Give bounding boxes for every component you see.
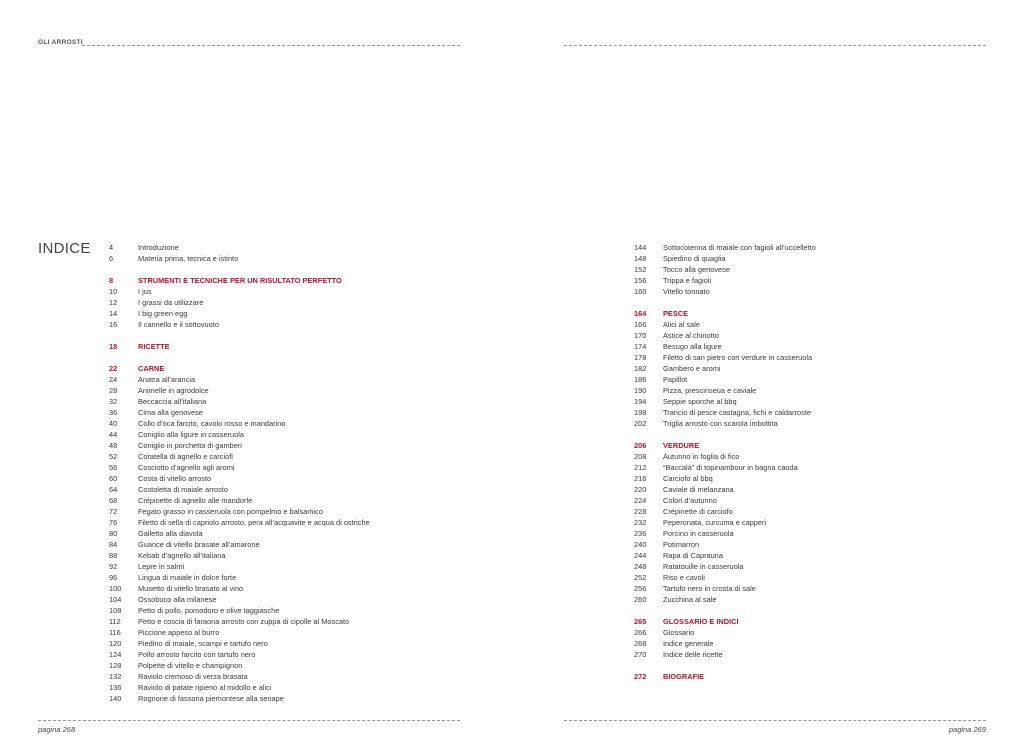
index-entry-title: Guance di vitello brasate all’amarone: [138, 540, 260, 549]
index-section-heading: [109, 341, 449, 352]
index-page-number: 140: [109, 694, 122, 703]
index-entry: [109, 374, 449, 385]
index-page-number: 24: [109, 375, 118, 384]
index-entry: [109, 583, 449, 594]
index-page-number: 160: [634, 287, 647, 296]
index-entry: [634, 363, 974, 374]
index-entry: [634, 385, 974, 396]
spacer: [109, 264, 449, 275]
index-page-number: 76: [109, 518, 118, 527]
index-entry: [634, 506, 974, 517]
index-page-number: 206: [634, 441, 647, 450]
index-column-left: [109, 242, 449, 704]
index-entry-title: Ossobuco alla milanese: [138, 595, 217, 604]
index-entry-title: Materia prima, tecnica e istinto: [138, 254, 239, 263]
index-page-number: 22: [109, 364, 118, 373]
index-entry: [634, 451, 974, 462]
index-section-heading: [634, 616, 974, 627]
index-page-number: 266: [634, 628, 647, 637]
index-page-number: 124: [109, 650, 122, 659]
index-entry-title: Indice generale: [663, 639, 714, 648]
index-entry-title: Autunno in foglia di fico: [663, 452, 740, 461]
index-entry: [109, 462, 449, 473]
index-page-number: 244: [634, 551, 647, 560]
header-rule-right: [564, 45, 986, 46]
index-entry-title: Costoletta di maiale arrosto: [138, 485, 228, 494]
index-page-number: 60: [109, 474, 118, 483]
index-page-number: 64: [109, 485, 118, 494]
index-page-number: 48: [109, 441, 118, 450]
index-page-number: 148: [634, 254, 647, 263]
index-entry: [109, 253, 449, 264]
index-entry-title: Raviolo cremoso di verza brasata: [138, 672, 248, 681]
index-page-number: 18: [109, 342, 118, 351]
index-entry: [634, 539, 974, 550]
index-entry: [109, 594, 449, 605]
index-page-number: 164: [634, 309, 647, 318]
index-entry: [109, 506, 449, 517]
index-entry-title: Fegato grasso in casseruola con pompelmo e balsamico: [138, 507, 323, 516]
index-entry-title: STRUMENTI E TECNICHE PER UN RISULTATO PERFETTO: [138, 276, 342, 285]
index-page-number: 10: [109, 287, 118, 296]
index-entry: [109, 572, 449, 583]
index-entry-title: I grassi da utilizzare: [138, 298, 204, 307]
index-entry-title: Collo d’oca farcito, cavolo rosso e mandarino: [138, 419, 286, 428]
index-page-number: 194: [634, 397, 647, 406]
index-entry: [109, 682, 449, 693]
index-page-number: 228: [634, 507, 647, 516]
index-page-number: 88: [109, 551, 118, 560]
footer-rule-left: [38, 720, 460, 721]
spacer: [634, 660, 974, 671]
index-entry: [634, 319, 974, 330]
index-entry-title: Introduzione: [138, 243, 179, 252]
index-entry-title: Pollo arrosto farcito con tartufo nero: [138, 650, 256, 659]
index-entry: [109, 451, 449, 462]
index-entry-title: Galletto alla diavola: [138, 529, 203, 538]
index-entry: [634, 407, 974, 418]
index-page-number: 260: [634, 595, 647, 604]
index-page-number: 104: [109, 595, 122, 604]
index-page-number: 52: [109, 452, 118, 461]
index-entry: [109, 550, 449, 561]
index-page-number: 68: [109, 496, 118, 505]
index-entry: [109, 539, 449, 550]
index-page-number: 108: [109, 606, 122, 615]
index-page-number: 182: [634, 364, 647, 373]
index-entry: [634, 330, 974, 341]
index-entry-title: Trippa e fagioli: [663, 276, 712, 285]
index-page-number: 270: [634, 650, 647, 659]
index-page-number: 265: [634, 617, 647, 626]
index-page-number: 240: [634, 540, 647, 549]
index-entry-title: Filetto di sella di capriolo arrosto, pera all’acquavite e acqua di ostriche: [138, 518, 370, 527]
index-page-number: 40: [109, 419, 118, 428]
index-entry: [634, 264, 974, 275]
index-entry: [634, 253, 974, 264]
index-page-number: 256: [634, 584, 647, 593]
page-number-left: pagina 268: [38, 725, 76, 734]
index-page-number: 12: [109, 298, 118, 307]
index-entry-title: Astice al chinotto: [663, 331, 719, 340]
index-page-number: 72: [109, 507, 118, 516]
index-page-number: 232: [634, 518, 647, 527]
index-entry: [634, 649, 974, 660]
index-page-number: 174: [634, 342, 647, 351]
index-entry: [109, 242, 449, 253]
index-section-heading: [634, 671, 974, 682]
index-entry-title: I big green egg: [138, 309, 188, 318]
index-entry-title: Rognone di fassona piemontese alla senape: [138, 694, 284, 703]
index-entry: [634, 396, 974, 407]
index-entry: [109, 528, 449, 539]
index-entry: [634, 473, 974, 484]
index-entry: [109, 429, 449, 440]
index-entry: [634, 341, 974, 352]
index-page-number: 36: [109, 408, 118, 417]
index-page-number: 208: [634, 452, 647, 461]
index-entry: [109, 627, 449, 638]
index-entry: [634, 583, 974, 594]
index-entry: [634, 374, 974, 385]
header-rule-left: [82, 45, 460, 46]
index-entry: [109, 671, 449, 682]
index-entry-title: “Baccalà” di topinambour in bagna caoda: [663, 463, 798, 472]
index-entry-title: Seppie sporche al bbq: [663, 397, 737, 406]
index-page-number: 8: [109, 276, 114, 285]
index-entry: [109, 495, 449, 506]
index-page-number: 80: [109, 529, 118, 538]
index-page-number: 202: [634, 419, 647, 428]
index-page-number: 136: [109, 683, 122, 692]
index-entry-title: Polpette di vitello e champignon: [138, 661, 243, 670]
index-page-number: 170: [634, 331, 647, 340]
index-entry-title: Papillot: [663, 375, 688, 384]
index-entry-title: Tocco alla genovese: [663, 265, 730, 274]
index-page-number: 28: [109, 386, 118, 395]
index-entry-title: Besugo alla ligure: [663, 342, 722, 351]
index-entry-title: Caviale di melanzana: [663, 485, 734, 494]
index-entry-title: Coratella di agnello e carciofi: [138, 452, 233, 461]
index-entry-title: Sottocotenna di maiale con fagioli all’uccelletto: [663, 243, 816, 252]
running-head: GLI ARROSTI: [38, 39, 83, 46]
index-page-number: 224: [634, 496, 647, 505]
index-entry-title: Costa di vitello arrosto: [138, 474, 212, 483]
index-entry: [109, 484, 449, 495]
index-entry-title: Trancio di pesce castagna, fichi e caldarroste: [663, 408, 812, 417]
index-entry-title: Lingua di maiale in dolce forte: [138, 573, 237, 582]
index-entry: [109, 385, 449, 396]
index-entry: [109, 660, 449, 671]
index-entry: [634, 594, 974, 605]
index-page-number: 116: [109, 628, 121, 637]
index-page-number: 144: [634, 243, 647, 252]
index-entry-title: Anatra all’arancia: [138, 375, 196, 384]
index-page-number: 6: [109, 254, 114, 263]
index-entry: [109, 616, 449, 627]
index-page-number: 44: [109, 430, 118, 439]
index-entry: [109, 561, 449, 572]
index-entry: [634, 495, 974, 506]
index-entry-title: Spiedino di quaglia: [663, 254, 726, 263]
index-entry: [109, 418, 449, 429]
index-entry-title: Kebab d’agnello all’italiana: [138, 551, 226, 560]
index-page-number: 132: [109, 672, 122, 681]
index-page-number: 16: [109, 320, 118, 329]
index-entry-title: Crépinette di agnello alle mandorle: [138, 496, 253, 505]
index-entry: [109, 693, 449, 704]
index-entry-title: Rapa di Caprauna: [663, 551, 723, 560]
index-entry-title: PESCE: [663, 309, 689, 318]
index-entry: [634, 286, 974, 297]
spacer: [634, 297, 974, 308]
index-entry: [634, 462, 974, 473]
index-entry-title: Cosciotto d’agnello agli aromi: [138, 463, 235, 472]
index-entry: [109, 319, 449, 330]
index-section-heading: [109, 275, 449, 286]
index-page-number: 252: [634, 573, 647, 582]
index-entry: [109, 440, 449, 451]
index-entry-title: Filetto di san pietro con verdure in casseruola: [663, 353, 813, 362]
index-entry-title: Potimarron: [663, 540, 700, 549]
index-page-number: 156: [634, 276, 647, 285]
index-page-number: 166: [634, 320, 647, 329]
index-entry-title: Piccione appeso al burro: [138, 628, 220, 637]
index-entry: [634, 528, 974, 539]
index-entry-title: Peperonata, curcuma e capperi: [663, 518, 767, 527]
index-entry-title: Zucchina al sale: [663, 595, 717, 604]
index-page-number: 4: [109, 243, 114, 252]
index-entry-title: Petto e coscia di faraona arrosto con zuppa di cipolle al Moscato: [138, 617, 350, 626]
index-entry-title: Coniglio in porchetta di gamberi: [138, 441, 242, 450]
index-entry: [109, 473, 449, 484]
index-page-number: 268: [634, 639, 647, 648]
index-entry-title: Coniglio alla ligure in casseruola: [138, 430, 244, 439]
index-entry-title: Il cannello e il sottovuoto: [138, 320, 219, 329]
index-page-number: 112: [109, 617, 121, 626]
index-page-number: 186: [634, 375, 647, 384]
index-page-number: 32: [109, 397, 118, 406]
index-entry-title: Beccaccia all’italiana: [138, 397, 207, 406]
index-page-number: 152: [634, 265, 647, 274]
index-page-number: 56: [109, 463, 118, 472]
index-page-number: 190: [634, 386, 647, 395]
index-entry-title: I jus: [138, 287, 152, 296]
index-entry: [109, 605, 449, 616]
index-section-heading: [634, 440, 974, 451]
index-entry: [109, 638, 449, 649]
spacer: [109, 330, 449, 341]
index-page-number: 220: [634, 485, 647, 494]
index-entry: [634, 352, 974, 363]
index-entry-title: Lepre in salmì: [138, 562, 185, 571]
index-page-number: 14: [109, 309, 118, 318]
index-entry-title: BIOGRAFIE: [663, 672, 705, 681]
index-entry: [109, 649, 449, 660]
index-page-number: 272: [634, 672, 647, 681]
index-entry-title: Gambero e aromi: [663, 364, 721, 373]
index-entry-title: Vitello tonnato: [663, 287, 710, 296]
index-entry-title: Petto di pollo, pomodoro e olive taggiasche: [138, 606, 280, 615]
index-entry-title: VERDURE: [663, 441, 700, 450]
index-page-number: 100: [109, 584, 122, 593]
footer-rule-right: [564, 720, 986, 721]
index-entry: [634, 275, 974, 286]
index-entry-title: Colori d’autunno: [663, 496, 717, 505]
index-entry-title: Indice delle ricette: [663, 650, 723, 659]
index-page-number: 248: [634, 562, 647, 571]
index-column-right: [634, 242, 974, 682]
index-entry-title: Crépinette di carciofo: [663, 507, 733, 516]
index-entry-title: Riso e cavoli: [663, 573, 705, 582]
spacer: [634, 605, 974, 616]
index-entry: [634, 242, 974, 253]
spacer: [634, 429, 974, 440]
index-entry: [109, 297, 449, 308]
index-entry: [634, 550, 974, 561]
index-page-number: 96: [109, 573, 118, 582]
index-title: INDICE: [38, 240, 91, 257]
index-page-number: 128: [109, 661, 122, 670]
index-entry-title: Triglia arrosto con scarola imbottita: [663, 419, 778, 428]
index-entry: [109, 308, 449, 319]
index-page-number: 178: [634, 353, 647, 362]
index-entry-title: RICETTE: [138, 342, 170, 351]
index-entry-title: Carciofo al bbq: [663, 474, 713, 483]
index-entry-title: Piedino di maiale, scampi e tartufo nero: [138, 639, 268, 648]
spacer: [109, 352, 449, 363]
index-entry-title: GLOSSARIO E INDICI: [663, 617, 739, 626]
page-number-right: pagina 269: [948, 725, 986, 734]
index-page-number: 198: [634, 408, 647, 417]
index-entry: [634, 517, 974, 528]
index-entry: [634, 638, 974, 649]
index-entry-title: Musetto di vitello brasato al vino: [138, 584, 244, 593]
index-page-number: 120: [109, 639, 122, 648]
index-entry-title: Alici al sale: [663, 320, 700, 329]
index-entry: [634, 572, 974, 583]
index-entry: [634, 627, 974, 638]
index-entry: [634, 561, 974, 572]
index-section-heading: [634, 308, 974, 319]
index-entry: [109, 407, 449, 418]
index-entry: [634, 418, 974, 429]
index-page-number: 92: [109, 562, 118, 571]
index-entry-title: Porcino in casseruola: [663, 529, 734, 538]
index-page-number: 216: [634, 474, 647, 483]
index-entry: [109, 286, 449, 297]
index-entry-title: Tartufo nero in crosta di sale: [663, 584, 756, 593]
index-entry: [634, 484, 974, 495]
index-page-number: 84: [109, 540, 118, 549]
index-entry-title: Ratatouille in casseruola: [663, 562, 744, 571]
index-entry: [109, 396, 449, 407]
index-entry: [109, 517, 449, 528]
index-entry-title: Cima alla genovese: [138, 408, 203, 417]
index-entry-title: CARNE: [138, 364, 165, 373]
index-entry-title: Animelle in agrodolce: [138, 386, 209, 395]
index-page-number: 212: [634, 463, 647, 472]
index-section-heading: [109, 363, 449, 374]
index-entry-title: Pizza, prescinseua e caviale: [663, 386, 757, 395]
index-page-number: 236: [634, 529, 647, 538]
index-entry-title: Raviolo di patate ripieno al midollo e alici: [138, 683, 272, 692]
index-entry-title: Glossario: [663, 628, 695, 637]
